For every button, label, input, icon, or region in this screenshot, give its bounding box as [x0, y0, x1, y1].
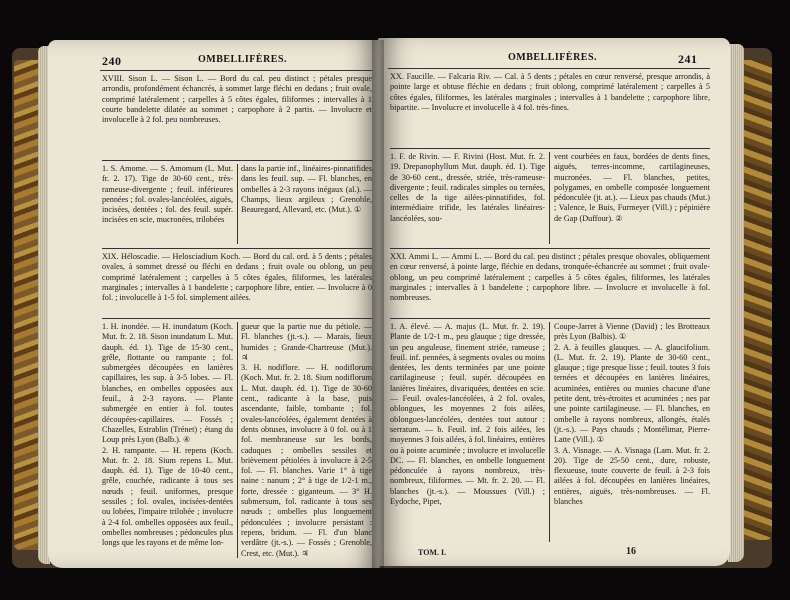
marbled-edge-right [742, 60, 772, 540]
left-running-head: OMBELLIFÈRES. [198, 54, 288, 65]
left-col2-b: gueur que la partie nue du pétiole. — Fl. blanches (jt.-s.). — Marais, lieux humides ; Grande-Chartreuse (Mut.). ♃ 3. H. nodiflore. — H. nodiflorum (Koch. Mut. fr. 2. 18. Sium nodiflorum L. Mut. dauph. éd. 1). Tige de 30-60 cent., radicante à la base, puis ascendante, faible, tombante ; fol. ovales-lancéolées, également dentées à dents obtuses, involucre à 0 fol. ou à 1 fol. membraneuse sur les bords, caduques ; ombelles sessiles et brièvement pétiolées à involucre à 2-5 fol. — Fl. blanches. Varie 1° à tige naine : nanum ; 2° à tige de 1/2-1 m., forte, dressée : giganteum. — 3° H. submersum, fol. radicante à tous ses nœuds ; ombelles plus longuement pédonculées ; involucre persistant : repens, bridum. — Fl. d'un blanc verdâtre (jt.-s.). — Fossés ; Grenoble, Crest, etc. (Mut.). ♃ [241, 322, 372, 558]
left-col-divider-a [237, 164, 238, 244]
right-page-number: 241 [678, 52, 698, 66]
left-header-rule [100, 70, 372, 71]
right-col-divider-a [549, 152, 550, 244]
right-rule-2 [390, 248, 710, 249]
right-section2: XXI. Ammi L. — Ammi L. — Bord du cal. peu distinct ; pétales presque obovales, obliquement en cœur renversé, à pointe large, fléchie en dedans, tronquée-échancrée au sommet ; fruit ovale-oblong, un peu comprimé latéralement ; carpelles à 5 côtes égales, filiformes, les latérales marginales ; intervalles à 1 bandelette ; carpophore libre. — Involucre et involucelle à fol. nombreuses. [390, 252, 710, 303]
right-col1-b: 1. A. élevé. — A. majus (L. Mut. fr. 2. 19). Plante de 1/2-1 m., peu glauque ; tige dressée, un peu anguleuse, finement striée, rameuse ; feuil. inf. pennées, à segments ovales ou moins dentées, les dents terminées par une pointe cartilagineuse ; feuil. supér. découpées en lanières linéaires, divariquées, dentées en scie. — Feuil. ovales-lancéolées, à 2 fol. ovales, oblongues, les moyennes 2 fois ailées, oblongues-lancéolées, dentées tout autour : serratum. — b. Feuil. inf. 2 fois ailées, les moyennes 3 fois ailées, à fol. linéaires, entières ou à pointe acuminée ; involucre et involucelle DC. — Fl. blanches, en ombelle longuement pédonculée à rayons nombreux, très-nombreux, filiformes. — Mt. fr. 2. 20. — Fl. blanches (jt.-s.). — Moussues (Vill.) ; Eydoche, Pipet, [390, 322, 545, 507]
left-col1-b: 1. H. inondée. — H. inundatum (Koch. Mut. fr. 2. 18. Sison inundatum L. Mut. dauph. éd. 1). Tige de 15-30 cent., grêle, flottante ou rampante ; fol. submergées découpées en lanières capillaires, les sup. à 3-5 lobes. — Fl. blanches, en ombelles opposées aux feuil., à 2-3 rayons. — Plante submergée en entier à fol. toutes découpées-capillaires. — Fossés ; Chazelles, Estrablin (Trénet) ; étang du Loup près Lyon (Balb.). ④ 2. H. rampante. — H. repens (Koch. Mut. fr. 2. 18. Sium repens L. Mut. dauph. éd. 1). Tige de 10-40 cent., grêle, couchée, radicante à tous ses nœuds ; feuil. uniformes, presque sessiles ; fol. ovales, incisées-dentées ou lobées, l'impaire trilobée ; involucre à 2-4 fol. ombelles opposées aux feuil., ombelles nombreuses ; pédoncules plus longs que les rayons et de même lon- [102, 322, 233, 548]
left-rule-3 [102, 318, 372, 319]
left-rule-1 [102, 160, 372, 161]
left-section2: XIX. Héloscadie. — Helosciadium Koch. — Bord du cal. ord. à 5 dents ; pétales ovales, à sommet dressé ou fléchi en dedans ; fruit ovale ou oblong, un peu comprimé latéralement ; carpelles à 5 côtes égales, filiformes, les latérales marginales ; intervalles à 1 bandelette ; carpophore libre, entier. — Involucre à 0 fol. ; involucelle à 1-5 fol. simplement ailées. [102, 252, 372, 303]
right-intro: XX. Faucille. — Falcaria Riv. — Cal. à 5 dents ; pétales en cœur renversé, presque arrondis, à pointe large et obtuse fléchie en dedans ; fruit oblong, comprimé latéralement ; carpelles à 5 côtes égales, filiformes, les latérales marginales ; intervalles à 1 bandelette ; carpophore libre, bipartite. — Involucre et involucelle à 4 fol. très-fines. [390, 72, 710, 112]
right-running-head: OMBELLIFÈRES. [508, 52, 598, 63]
right-footer-volume: TOM. I. [418, 548, 447, 557]
right-col-divider-b [549, 322, 550, 542]
left-rule-2 [102, 248, 372, 249]
left-col1-a: 1. S. Amome. — S. Amomum (L. Mut. fr. 2. 17). Tige de 30-60 cent., très-rameuse-divergente ; feuil. inférieures pennées ; fol. ovales-lancéolées, aiguës, incisées, dentées ; fol. des feuil. supér. incisées en scie, mucronées, trilobées [102, 164, 233, 225]
book-gutter [372, 40, 384, 568]
page-edges-right [728, 44, 744, 562]
left-page-number: 240 [102, 54, 122, 68]
right-col2-b: Coupe-Jarret à Vienne (David) ; les Brotteaux près Lyon (Balbis). ① 2. A. à feuilles glauques. — A. glaucifolium. (L. Mut. fr. 2. 19). Plante de 30-60 cent., glauque ; tige presque lisse ; feuil. toutes 3 fois ternées et découpées en lanières linéaires, acuminées, entières ou munies chacune d'une petite dent, très-étroites et acuminées ; nes par une pointe cartilagineuse. — Fl. blanches, en ombelle à rayons nombreux, allongés, étalés (jt.-s.). — Pays chauds ; Montélimar, Pierre-Latte (Vill.). ① 3. A. Visnage. — A. Visnaga (Lam. Mut. fr. 2. 20). Tige de 25-50 cent., dure, robuste, flexueuse, toute couverte de feuil. à 2-3 fois ailées à fol. découpées en lanières linéaires, entières, aiguës, très-nombreuses. — Fl. blanches [554, 322, 710, 507]
right-page [378, 38, 730, 566]
right-rule-1 [390, 148, 710, 149]
right-rule-3 [390, 318, 710, 319]
right-col2-a: vent courbées en faux, bordées de dents fines, aiguës, terres-incomme, cartilagineuses, mucronées. — Fl. blanches, petites, polygames, en ombelle composée longuement pédonculée (jt. at.). — Lieux pas chauds (Mut.) ; Valence, le Buis, Furmeyer (Vill.) ; pépinière de Gap (Duffour). ② [554, 152, 710, 223]
right-header-rule [388, 68, 710, 69]
left-col2-a: dans la partie inf., linéaires-pinnatifides dans les feuil. sup. — Fl. blanches, en ombelles à 2-3 rayons inégaux (al.). — Champs, lieux argileux ; Grenoble, Beauregard, Allevard, etc. (Mut.). ① [241, 164, 372, 215]
left-col-divider-b [237, 322, 238, 558]
left-intro: XVIII. Sison L. — Sison L. — Bord du cal. peu distinct ; pétales presque arrondis, profondément échancrés, à sommet large fléchi en dedans ; fruit ovale, comprimé latéralement ; carpelles à 5 côtes égales, filiformes ; intervalles à 1 courte bandelette dilatée au sommet ; carpophore à 2 partis. — Involucre et involucelle à 2 fol. peu nombreuses. [102, 74, 372, 125]
left-page [48, 40, 380, 568]
right-col1-a: 1. F. de Rivin. — F. Rivini (Host. Mut. fr. 2. 19. Drepanophyllum Mut. dauph. éd. 1). Tige de 30-60 cent., dressée, striée, très-rameuse-divergente ; feuil. radicales simples ou ternées, celles de la tige ailées-pinnatifides, fol. intermédiaire trifide, les latérales linéaires-lancéolées, sou- [390, 152, 545, 223]
right-footer-signature: 16 [626, 546, 636, 557]
